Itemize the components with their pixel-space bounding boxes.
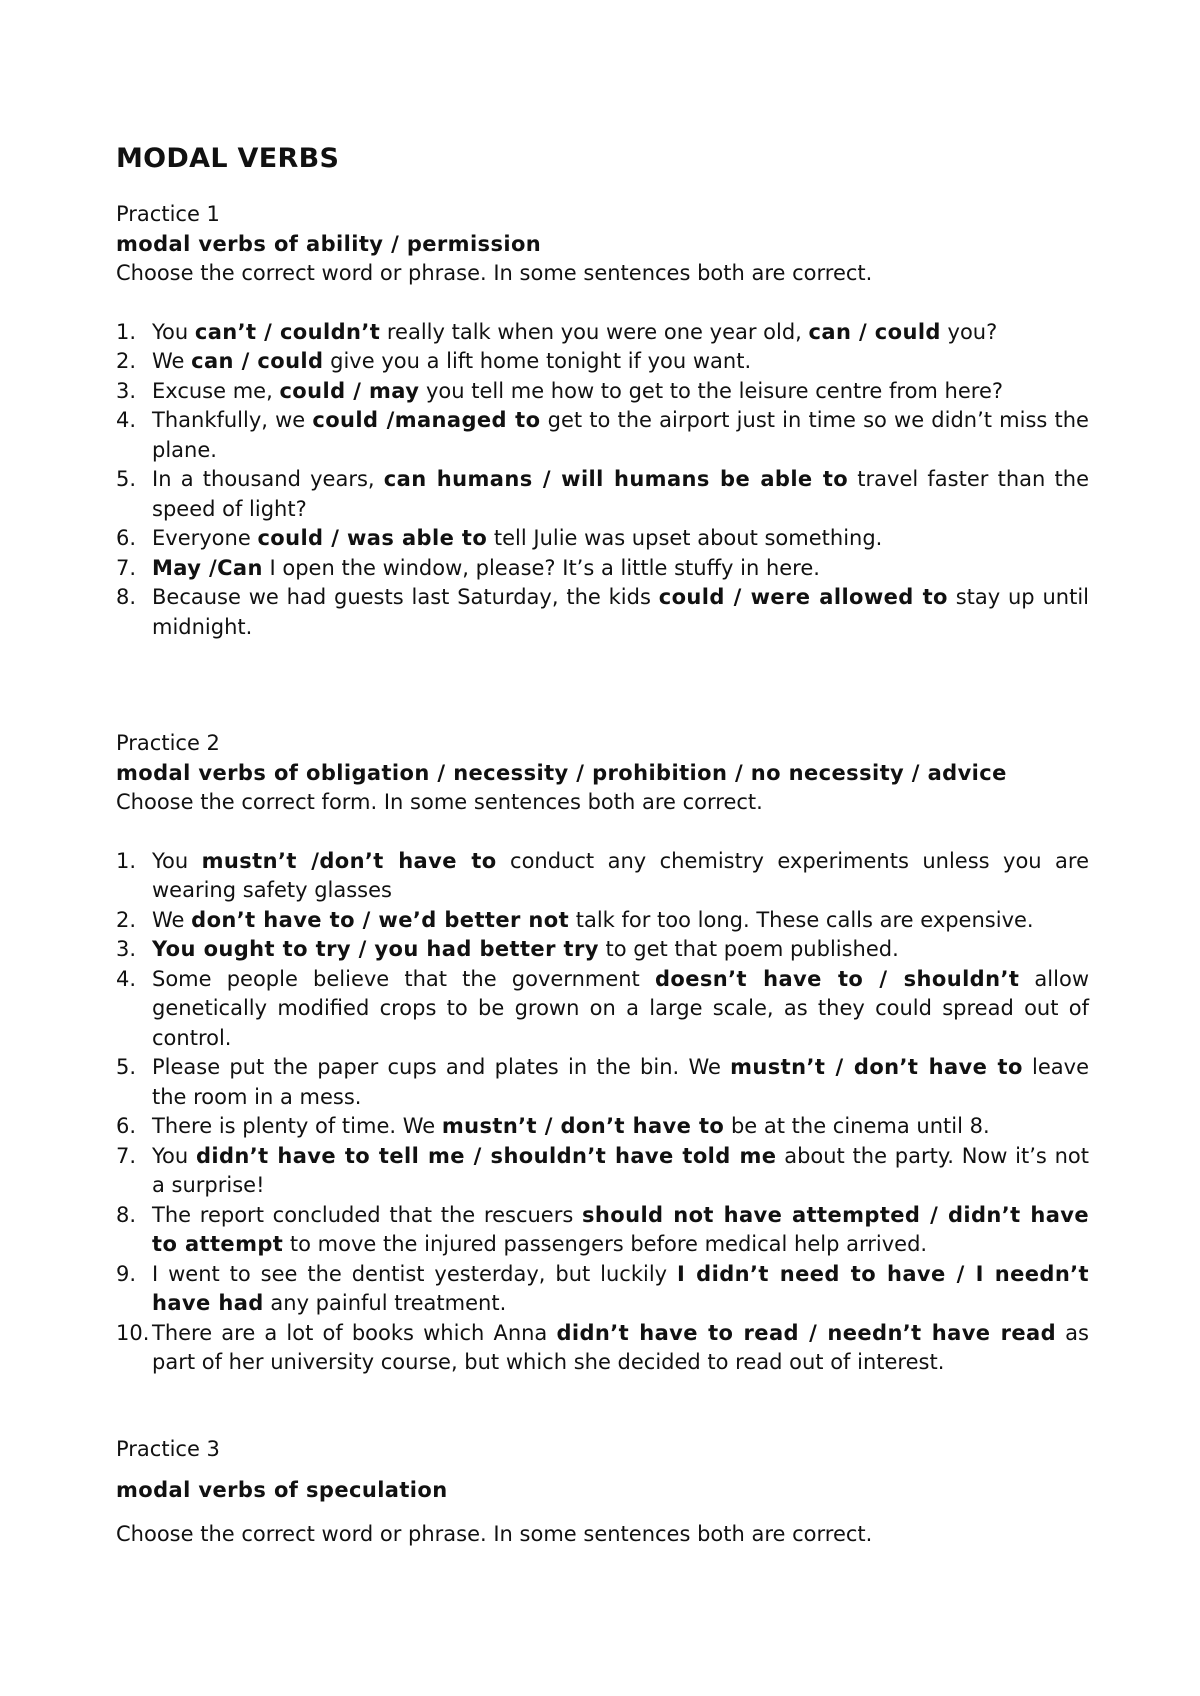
item-number: 2.: [116, 349, 137, 373]
sentence-text: really talk when you were one year old,: [380, 319, 809, 344]
answer-options: can’t / couldn’t: [194, 319, 381, 344]
exercise-item: [116, 524, 1089, 554]
sentence-text: You: [152, 1143, 196, 1168]
answer-options: could / was able to: [257, 526, 488, 550]
sentence-text: In a thousand years,: [152, 467, 384, 491]
item-number: 6.: [116, 1114, 137, 1138]
sentence-text: There are a lot of books which Anna: [152, 1320, 557, 1345]
sentence-text: Because we had guests last Saturday, the kids: [152, 585, 659, 609]
exercise-item: [116, 1112, 1089, 1142]
sentence-text: talk for too long. These calls are expensive.: [569, 907, 1034, 932]
item-number: 3.: [116, 937, 137, 961]
sentence-text: be at the cinema until 8.: [724, 1114, 990, 1138]
sentence-text: You: [152, 319, 195, 344]
answer-options: mustn’t /don’t have to: [201, 848, 497, 873]
sentence-text: Thankfully, we: [152, 408, 313, 432]
exercise-item: [116, 906, 1089, 936]
exercise-item: [116, 965, 1089, 1054]
answer-options: could /managed to: [312, 408, 541, 432]
exercise-item: [116, 406, 1089, 465]
exercise-list: [116, 847, 1089, 1378]
item-number: 2.: [116, 907, 137, 932]
item-number: 10.: [116, 1320, 150, 1345]
sentence-text: give you a lift home tonight if you want.: [323, 349, 752, 373]
exercise-item: [116, 1319, 1089, 1378]
exercise-item: [116, 1053, 1089, 1112]
sentence-text: tell Julie was upset about something.: [487, 526, 883, 550]
sentence-text: There is plenty of time. We: [152, 1114, 442, 1138]
answer-options: You ought to try / you had better try: [152, 937, 599, 961]
practice-2-section: [116, 729, 1089, 1378]
practice-subtitle: modal verbs of obligation / necessity / prohibition / no necessity / advice: [116, 760, 1007, 785]
sentence-text: Some people believe that the government: [152, 966, 655, 991]
answer-options: I didn’t need to have / I needn’t have had: [152, 1261, 1090, 1315]
item-number: 8.: [116, 585, 137, 609]
sentence-text: conduct any chemistry experiments unless you are wearing safety glasses: [152, 848, 1090, 902]
sentence-text: The report concluded that the rescuers: [152, 1202, 583, 1227]
answer-options: can / could: [808, 319, 941, 344]
item-number: 8.: [116, 1202, 137, 1227]
exercise-item: [116, 347, 1089, 377]
practice-label: Practice 3: [116, 1436, 220, 1461]
sentence-text: We: [152, 349, 192, 373]
sentence-text: allow genetically modified crops to be grown on a large scale, as they could spread out of control.: [152, 966, 1089, 1050]
item-number: 4.: [116, 408, 137, 432]
sentence-text: you tell me how to get to the leisure centre from here?: [419, 378, 1004, 403]
answer-options: didn’t have to read / needn’t have read: [556, 1320, 1057, 1345]
exercise-item: [116, 1201, 1089, 1260]
practice-subtitle: modal verbs of ability / permission: [116, 231, 542, 256]
answer-options: mustn’t / don’t have to: [730, 1055, 1023, 1079]
exercise-item: [116, 465, 1089, 524]
practice-instruction: Choose the correct form. In some sentences both are correct.: [116, 790, 763, 814]
practice-1-section: [116, 200, 1089, 642]
exercise-list: [116, 318, 1089, 643]
exercise-item: [116, 583, 1089, 642]
sentence-text: I went to see the dentist yesterday, but luckily: [152, 1261, 678, 1286]
answer-options: could / were allowed to: [658, 585, 948, 609]
exercise-item: [116, 1260, 1089, 1319]
sentence-text: any painful treatment.: [263, 1291, 507, 1315]
sentence-text: you?: [940, 319, 998, 344]
exercise-item: [116, 554, 1089, 584]
sentence-text: leave the room in a mess.: [152, 1055, 1089, 1109]
item-number: 7.: [116, 1143, 137, 1168]
sentence-text: You: [152, 848, 202, 873]
item-number: 3.: [116, 378, 137, 403]
practice-label: Practice 2: [116, 731, 220, 755]
item-number: 6.: [116, 526, 137, 550]
sentence-text: as part of her university course, but which she decided to read out of interest.: [152, 1320, 1089, 1374]
answer-options: didn’t have to tell me / shouldn’t have told me: [195, 1143, 777, 1168]
practice-instruction: Choose the correct word or phrase. In some sentences both are correct.: [116, 261, 873, 285]
exercise-item: [116, 1142, 1089, 1201]
answer-options: could / may: [279, 378, 420, 403]
answer-options: May /Can: [152, 555, 263, 580]
sentence-text: to get that poem published.: [598, 937, 899, 961]
sentence-text: We: [152, 907, 192, 932]
answer-options: should not have attempted / didn’t have to attempt: [152, 1202, 1089, 1256]
answer-options: doesn’t have to / shouldn’t: [654, 966, 1020, 991]
sentence-text: get to the airport just in time so we didn’t miss the plane.: [152, 408, 1089, 462]
practice-instruction: Choose the correct word or phrase. In some sentences both are correct.: [116, 1521, 873, 1546]
exercise-item: [116, 935, 1089, 965]
answer-options: don’t have to / we’d better not: [191, 907, 570, 932]
practice-subtitle: modal verbs of speculation: [116, 1478, 448, 1502]
item-number: 5.: [116, 467, 137, 491]
document-title: MODAL VERBS: [116, 143, 340, 174]
sentence-text: Everyone: [152, 526, 258, 550]
sentence-text: about the party. Now it’s not a surprise!: [152, 1143, 1090, 1197]
item-number: 7.: [116, 555, 137, 580]
answer-options: can / could: [191, 349, 324, 373]
answer-options: can humans / will humans be able to: [383, 467, 849, 491]
answer-options: mustn’t / don’t have to: [441, 1114, 725, 1138]
sentence-text: Excuse me,: [152, 378, 280, 403]
sentence-text: travel faster than the speed of light?: [152, 467, 1089, 521]
item-number: 1.: [116, 319, 137, 344]
sentence-text: Please put the paper cups and plates in the bin. We: [152, 1055, 731, 1079]
exercise-item: [116, 318, 1089, 348]
item-number: 4.: [116, 966, 137, 991]
sentence-text: stay up until midnight.: [152, 585, 1089, 639]
item-number: 9.: [116, 1261, 137, 1286]
sentence-text: to move the injured passengers before medical help arrived.: [283, 1232, 928, 1256]
sentence-text: I open the window, please? It’s a little stuffy in here.: [262, 555, 820, 580]
practice-3-section: [116, 1435, 1089, 1550]
practice-label: Practice 1: [116, 202, 220, 226]
document-page: [116, 142, 1089, 1549]
item-number: 5.: [116, 1055, 137, 1079]
exercise-item: [116, 847, 1089, 906]
exercise-item: [116, 377, 1089, 407]
item-number: 1.: [116, 848, 137, 873]
